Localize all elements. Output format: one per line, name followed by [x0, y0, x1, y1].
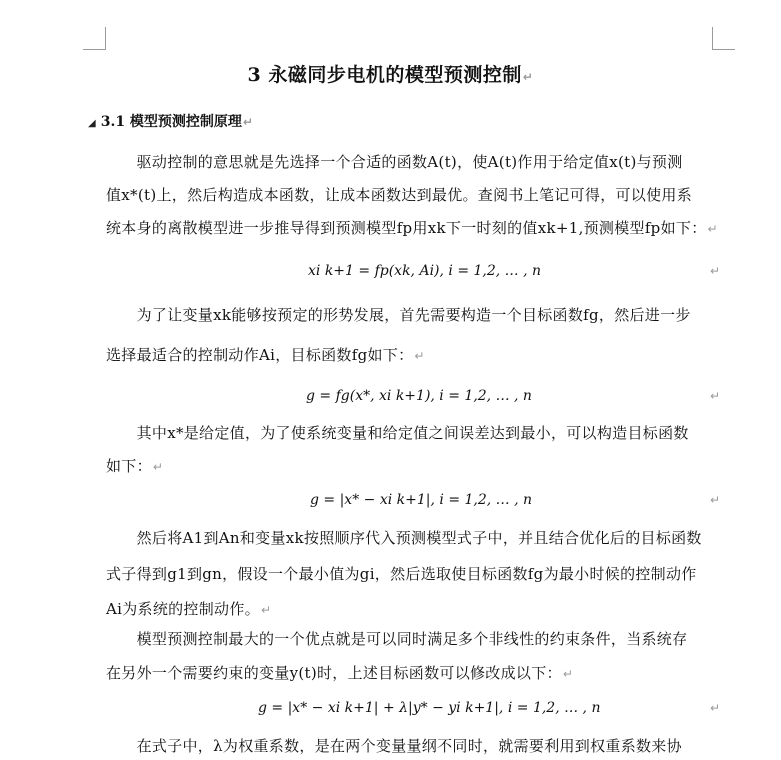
chapter-title: 3 永磁同步电机的模型预测控制↵ [247, 64, 534, 86]
paragraph-line: Ai为系统的控制动作。↵ [106, 600, 272, 618]
equation-1: xi k+1 = fp(xk, Ai), i = 1,2, … , n [308, 263, 542, 279]
paragraph-line: 统本身的离散模型进一步推导得到预测模型fp用xk下一时刻的值xk+1,预测模型fp如下：↵ [106, 219, 718, 237]
paragraph-mark: ↵ [710, 389, 721, 403]
paragraph-mark: ↵ [710, 493, 721, 507]
paragraph-line: 为了让变量xk能够按预定的形势发展，首先需要构造一个目标函数fg，然后进一步 [106, 306, 691, 324]
margin-corner-top-left [83, 27, 106, 50]
section-heading[interactable]: ◢ 3.1 模型预测控制原理↵ [88, 114, 253, 130]
paragraph-line: 驱动控制的意思就是先选择一个合适的函数A(t)，使A(t)作用于给定值x(t)与预测 [106, 153, 683, 171]
paragraph-line: 式子得到g1到gn，假设一个最小值为gi，然后选取使目标函数fg为最小时候的控制动作 [106, 565, 697, 583]
paragraph-mark: ↵ [710, 264, 721, 278]
paragraph-line: 选择最适合的控制动作Ai，目标函数fg如下：↵ [106, 346, 425, 364]
paragraph-line: 模型预测控制最大的一个优点就是可以同时满足多个非线性的约束条件，当系统存 [106, 630, 688, 648]
paragraph-line: 值x*(t)上，然后构造成本函数，让成本函数达到最优。查阅书上笔记可得，可以使用系 [106, 186, 692, 204]
paragraph-line: 在式子中，λ为权重系数，是在两个变量量纲不同时，就需要利用到权重系数来协 [106, 737, 682, 755]
equation-2: g = fg(x*, xi k+1), i = 1,2, … , n [306, 388, 532, 404]
paragraph-line: 在另外一个需要约束的变量y(t)时，上述目标函数可以修改成以下：↵ [106, 664, 574, 682]
paragraph-mark: ↵ [710, 701, 721, 715]
equation-4: g = |x* − xi k+1| + λ|y* − yi k+1|, i = 1,2, … , n [258, 700, 601, 716]
equation-3: g = |x* − xi k+1|, i = 1,2, … , n [310, 492, 533, 508]
margin-corner-top-right [712, 27, 735, 50]
paragraph-line: 其中x*是给定值，为了使系统变量和给定值之间误差达到最小，可以构造目标函数 [106, 424, 689, 442]
paragraph-line: 如下：↵ [106, 457, 164, 475]
collapse-triangle-icon[interactable]: ◢ [88, 118, 96, 129]
paragraph-line: 然后将A1到An和变量xk按照顺序代入预测模型式子中，并且结合优化后的目标函数 [106, 529, 702, 547]
